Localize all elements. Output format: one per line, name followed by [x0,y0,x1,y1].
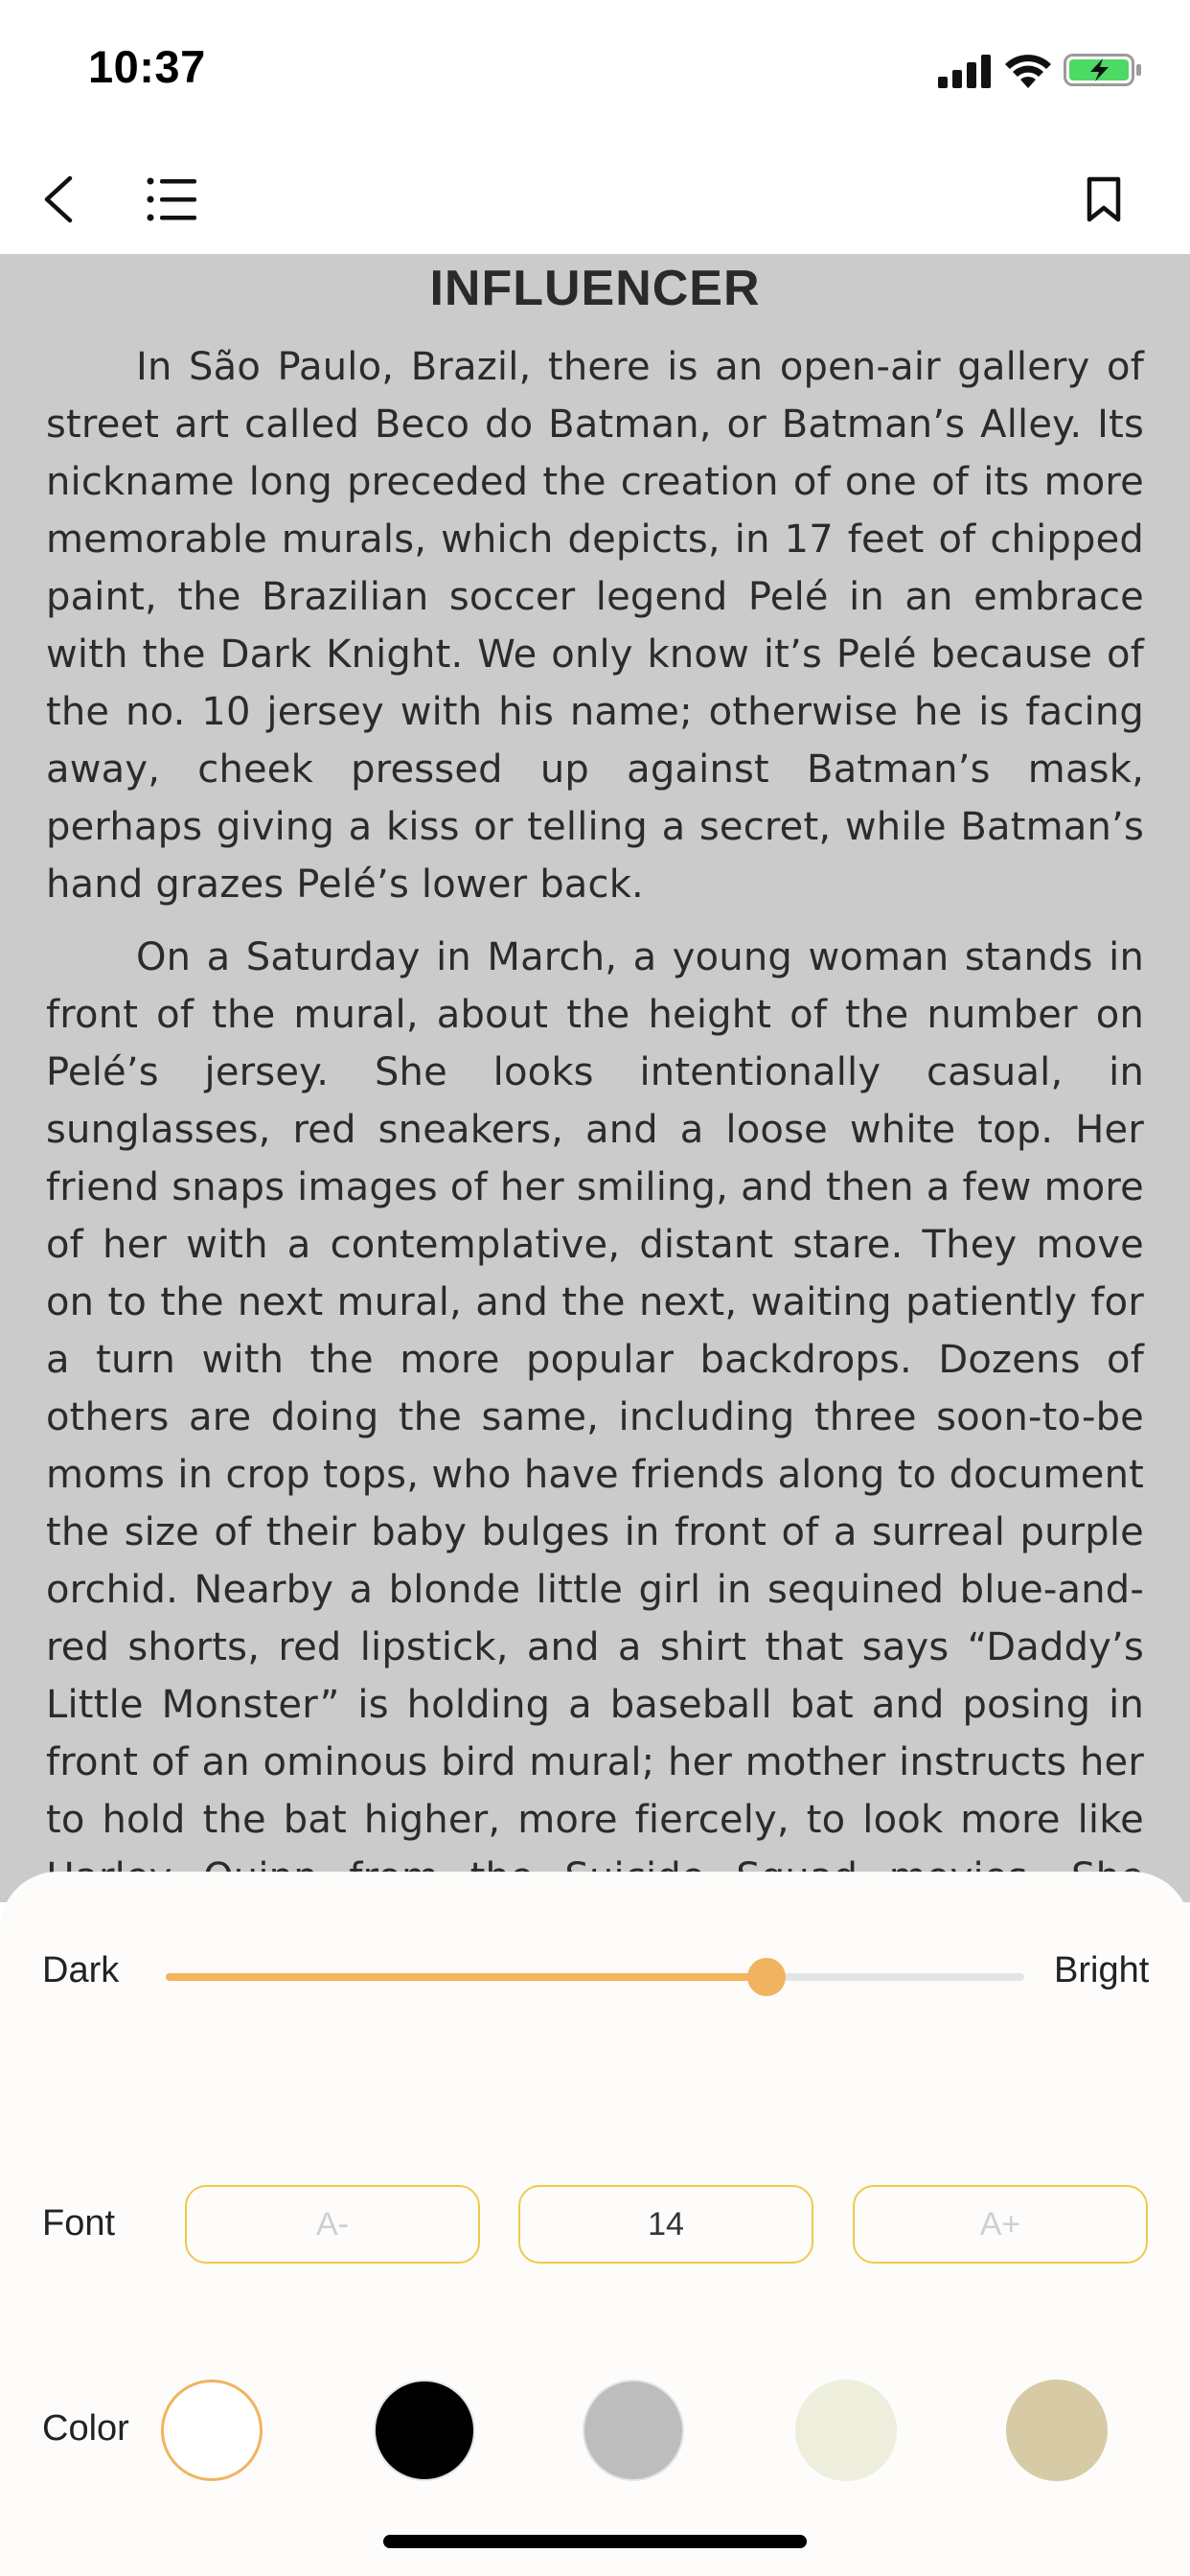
reading-settings-panel [0,1872,1190,2576]
reader-toolbar [0,144,1190,254]
color-swatch-cream[interactable] [795,2380,897,2481]
wifi-icon [1003,52,1053,90]
font-decrease-button[interactable]: A- [185,2185,480,2264]
home-indicator[interactable] [383,2535,807,2548]
brightness-dark-label: Dark [42,1950,120,1990]
font-label: Font [42,2203,116,2243]
bookmark-button[interactable] [1073,144,1134,254]
chevron-left-icon [41,175,74,223]
status-bar [0,0,1190,144]
color-swatch-tan[interactable] [1006,2380,1108,2481]
color-swatch-white[interactable] [161,2380,263,2481]
reading-area[interactable] [0,254,1190,1902]
color-label: Color [42,2408,129,2449]
color-swatch-gray[interactable] [583,2380,684,2481]
cellular-signal-icon [938,54,992,88]
font-increase-button[interactable]: A+ [853,2185,1148,2264]
color-swatch-black[interactable] [374,2380,475,2481]
brightness-slider[interactable] [166,1973,1024,1981]
brightness-slider-thumb[interactable] [747,1958,786,1996]
brightness-slider-fill [166,1973,767,1981]
table-of-contents-button[interactable] [134,144,211,254]
battery-charging-icon [1064,54,1142,86]
bookmark-icon [1087,176,1121,222]
back-button[interactable] [21,144,94,254]
chapter-title: INFLUENCER [429,261,761,316]
paragraph: On a Saturday in March, a young woman stands in front of the mural, about the height of the number on Pelé’s jersey. She looks intentionally casual, in sunglasses, red sneakers, and a loose white top. Her friend snaps images of her smiling, and then a few more of her with a contemplative, distant stare. They move on to the next mural, and the next, waiting patiently for a turn with the more popular backdrops. Dozens of others are doing the same, including three soon-to-be moms in crop tops, who have friends along to document the size of their baby bulges in front of a surreal purple orchid. Nearby a blonde little girl in sequined blue-and-red shorts, red lipstick, and a shirt that says “Daddy’s Little Monster” is holding a baseball bat and posing in front of an ominous bird mural; her mother instructs her to hold the bat higher, more fiercely, to look more like [46,935,1144,1842]
paragraph: In São Paulo, Brazil, there is an open-air gallery of street art called Beco do Batman, or Batman’s Alley. Its nickname long preceded the creation of one of its more memorable murals, which depicts, in 17 feet of chipped paint, the Brazilian soccer legend Pelé in an embrace with the Dark Knight. We only know it’s Pelé because of the no. 10 jersey with his name; otherwise he is facing away, cheek pressed up against Batman’s mask, perhaps giving a kiss or telling a secret, while Batman’s hand grazes Pelé’s lower back. [46,345,1144,907]
font-size-value: 14 [518,2185,813,2264]
list-icon [147,176,198,222]
status-time: 10:37 [88,41,206,92]
brightness-bright-label: Bright [1054,1950,1150,1990]
